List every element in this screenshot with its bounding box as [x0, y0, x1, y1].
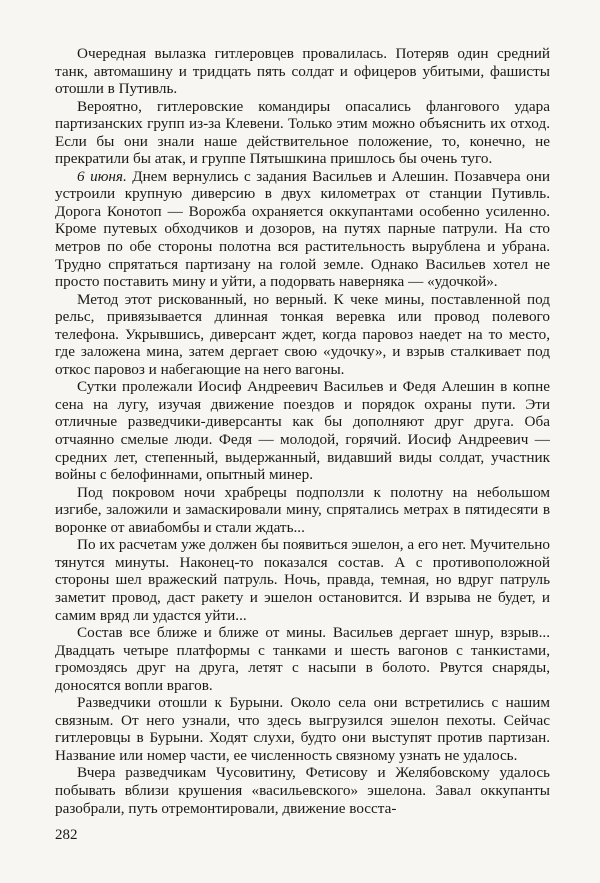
paragraph-5: Сутки пролежали Иосиф Андреевич Васильев и Федя Алешин в копне сена на лугу, изучая движение поездов и порядок охраны пути. Эти отличные разведчики-диверсанты как бы дополняют друг друга. Оба отчаянно смелые люди. Федя — молодой, горячий. Иосиф Андреевич — средних лет, степенный, выдержанный, видавший виды солдат, участник войны с белофиннами, опытный минер.: [55, 378, 550, 484]
paragraph-2: Вероятно, гитлеровские командиры опасались флангового удара партизанских групп из-за Клевени. Только этим можно объяснить их отход. Если бы они знали наше действительное положение, то, конечно, не прекратили бы атак, и группе Пятышкина пришлось бы очень туго.: [55, 97, 550, 168]
page-number: 282: [55, 827, 78, 843]
paragraph-10: Вчера разведчикам Чусовитину, Фетисову и Желябовскому удалось побывать вблизи крушения «васильевского» эшелона. Завал оккупанты разобрали, путь отремонтировали, движение восста-: [55, 764, 550, 817]
paragraph-1: Очередная вылазка гитлеровцев провалилась. Потеряв один средний танк, автомашину и тридцать пять солдат и офицеров убитыми, фашисты отошли в Путивль.: [55, 45, 550, 98]
paragraph-3: [55, 168, 550, 291]
paragraph-6: Под покровом ночи храбрецы подползли к полотну на небольшом изгибе, заложили и замаскировали мину, спрятались метрах в пятидесяти в воронке от авиабомбы и стали ждать...: [55, 483, 550, 536]
paragraph-4: Метод этот рискованный, но верный. К чеке мины, поставленной под рельс, привязывается длинная тонкая веревка или провод полевого телефона. Укрывшись, диверсант ждет, когда паровоз наедет на то место, где заложена мина, затем дергает свою «удочку», и взрыв сталкивает под откос паровоз и набегающие на него вагоны.: [55, 290, 550, 378]
page-body: [55, 45, 550, 817]
paragraph-7: По их расчетам уже должен бы появиться эшелон, а его нет. Мучительно тянутся минуты. Наконец-то показался состав. А с противоположной стороны шел вражеский патруль. Ночь, правда, темная, но вдруг патруль заметит провод, даст ракету и эшелон остановится. И взрыва не будет, и самим вряд ли удастся уйти...: [55, 536, 550, 624]
paragraph-3-text: Днем вернулись с задания Васильев и Алешин. Позавчера они устроили крупную диверсию в двух километрах от станции Путивль. Дорога Конотоп — Ворожба охраняется оккупантами особенно усиленно. Кроме путевых обходчиков и дозоров, на путях парные патрули. На сто метров по обе стороны полотна вся растительность вырублена и убрана. Трудно спрятаться партизану на голой земле. Однако Васильев хотел не просто поставить мину и уйти, а подорвать наверняка — «удочкой».: [55, 167, 550, 291]
paragraph-8: Состав все ближе и ближе от мины. Васильев дергает шнур, взрыв... Двадцать четыре платформы с танками и шесть вагонов с танкистами, громоздясь друг на друга, летят с насыпи в болото. Рвутся снаряды, доносятся вопли врагов.: [55, 624, 550, 694]
paragraph-9: Разведчики отошли к Бурыни. Около села они встретились с нашим связным. От него узнали, что здесь выгрузился эшелон пехоты. Сейчас гитлеровцы в Бурыни. Ходят слухи, будто они выступят против партизан. Название или номер части, ее численность связному узнать не удалось.: [55, 694, 550, 764]
diary-date: 6 июня.: [77, 167, 127, 185]
